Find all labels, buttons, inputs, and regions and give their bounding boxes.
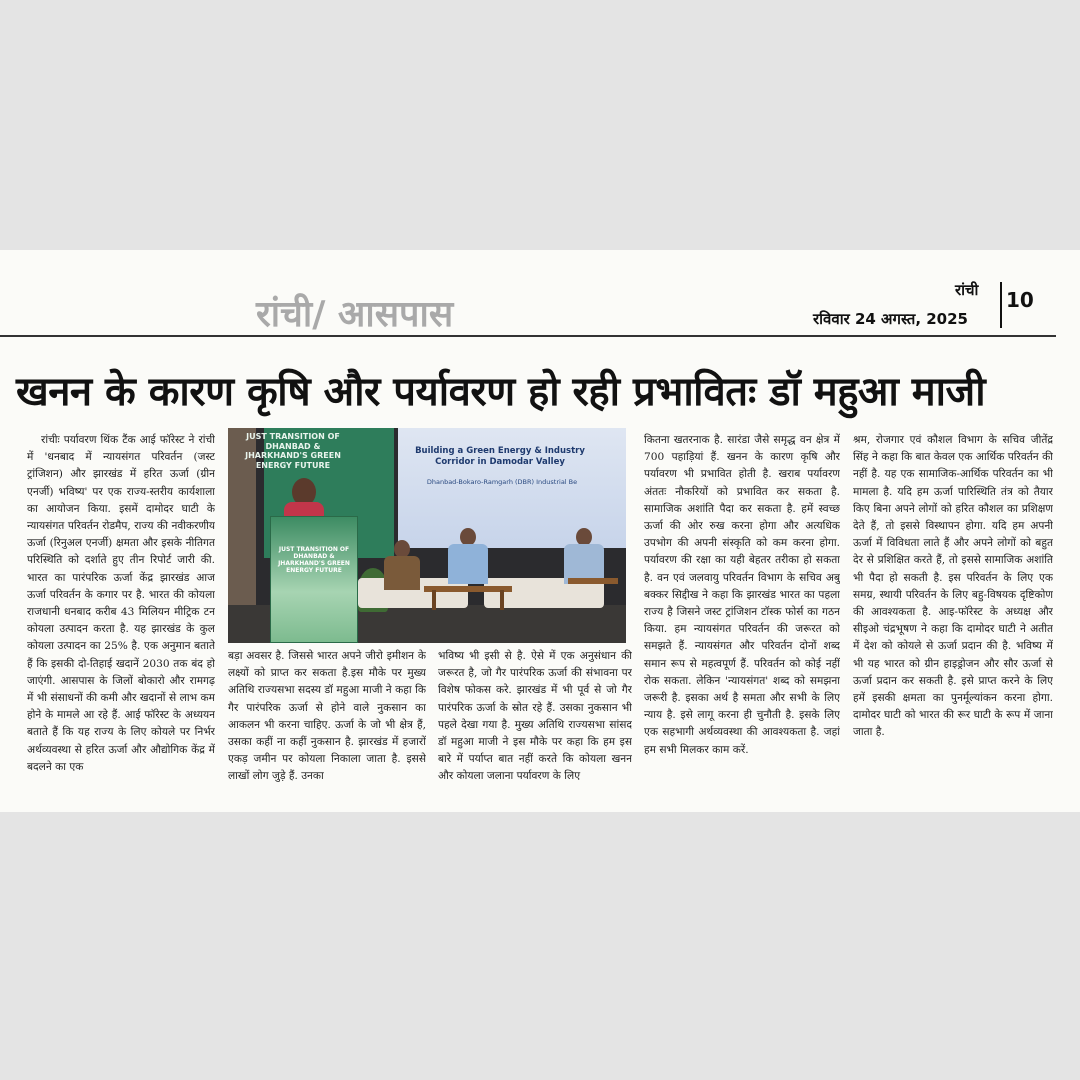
article-text-2: बड़ा अवसर है. जिससे भारत अपने जीरो इमीशन के लक्ष्यों को प्राप्त कर सकता है.इस मौके पर मुख्य अतिथि राज्यसभा सदस्य डॉ महुआ माजी ने कहा कि गैर पारंपरिक ऊर्जा से होने वाले नुकसान का आकलन भी करना चाहिए. ऊर्जा के जो भी क्षेत्र हैं, उसका कहीं ना कहीं नुकसान है. झारखंड में हजारों एकड़ जमीन पर कोयला निकाला जाता है. इससे लाखों लोग जुड़े हैं. उनका	[228, 650, 426, 783]
article-column-3	[438, 648, 632, 804]
header-rule	[0, 335, 1056, 337]
photo-table-leg	[500, 590, 504, 610]
article-column-4	[644, 432, 840, 804]
article-text-5: श्रम, रोजगार एवं कौशल विभाग के सचिव जीतेंद्र सिंह ने कहा कि बात केवल एक आर्थिक परिवर्तन की नहीं है. यह एक सामाजिक-आर्थिक परिवर्तन का भी मामला है. यदि हम ऊर्जा पारिस्थिति तंत्र को तैयार किए बिना अपने लोगों को हरित कौशल का प्रशिक्षण देते हैं, तो इससे विस्थापन होगा. यदि हम अपनी ऊर्जा में विविधता लाते हैं और अपने लोगों को बहुत देर से प्रशिक्षित करते हैं, तो इससे सामाजिक अशांति भी पैदा हो सकती है. इस परिवर्तन के लिए एक समग्र, स्थायी परिवर्तन के लिए बहु-विषयक दृष्टिकोण की आवश्यकता है. आइ-फॉरेस्ट के अध्यक्ष और सीइओ चंद्रभूषण ने कहा कि दामोदर घाटी ने अतीत में देश को कोयले से ऊर्जा प्रदान की है. भविष्य में भी यह भारत को ग्रीन हाइड्रोजन और सौर ऊर्जा से ऊर्जा प्रदान कर सकती है. इसे प्राप्त करने के लिए हमें इसकी क्षमता का पुनर्मूल्यांकन करना होगा. दामोदर घाटी को भारत की रूर घाटी के रूप में जाना जाता है.	[853, 434, 1053, 739]
photo-podium-text: JUST TRANSITION OF DHANBAD & JHARKHAND'S GREEN ENERGY FUTURE	[278, 546, 350, 574]
photo-panelist-2	[448, 544, 488, 584]
headline: खनन के कारण कृषि और पर्यावरण हो रही प्रभावितः डॉ महुआ माजी	[16, 369, 986, 415]
photo-screen-subtitle: Dhanbad-Bokaro-Ramgarh (DBR) Industrial Be	[426, 478, 578, 486]
photo-banner-text: JUST TRANSITION OF DHANBAD & JHARKHAND'S GREEN ENERGY FUTURE	[245, 432, 341, 470]
page-number: 10	[1006, 288, 1034, 312]
edition-date: रविवार 24 अगस्त, 2025	[813, 310, 968, 328]
article-column-1	[27, 432, 215, 804]
article-text-4: कितना खतरनाक है. सारंडा जैसे समृद्ध वन क्षेत्र में 700 पहाड़ियां हैं. खनन के कारण कृषि और पर्यावरण भी प्रभावित होती है. खराब पर्यावरण अंततः नौकरियों को प्रभावित कर सकता है. सामाजिक अशांति पैदा कर सकता है. हमें स्वच्छ ऊर्जा की ओर रुख करना होगा और अत्यधिक उपभोग की अपनी संस्कृति को कम करना होगा. पर्यावरण की रक्षा का यही बेहतर तरीका हो सकता है. वन एवं जलवायु परिवर्तन विभाग के सचिव अबु बक्कर सिद्दीख ने कहा कि झारखंड भारत का पहला राज्य है जिसने जस्ट ट्रांजिशन टॉस्क फोर्स का गठन किया. हम न्यायसंगत परिवर्तन की जरूरत को समझते हैं. न्यायसंगत और परिवर्तन दोनों शब्द समान रूप से महत्वपूर्ण हैं. परिवर्तन को कोई नहीं रोक सकता. लेकिन 'न्यायसंगत' शब्द को समझना जरूरी है. इसका अर्थ है समता और सभी के लिए न्याय है. इसे लागू करना ही चुनौती है. इसके लिए एक सहभागी अर्थव्यवस्था की आवश्यकता है. जहां हम सभी मिलकर काम करें.	[644, 434, 840, 756]
article-column-5	[853, 432, 1053, 804]
photo-table-2	[568, 578, 618, 584]
edition-city: रांची	[955, 281, 979, 299]
article-text-1: रांचीः पर्यावरण थिंक टैंक आई फॉरेस्ट ने रांची में 'धनबाद में न्यायसंगत परिवर्तन (जस्ट ट्रांजिशन) और झारखंड में हरित ऊर्जा (ग्रीन एनर्जी) भविष्य' पर एक राज्य-स्तरीय कार्यशाला का आयोजन किया. इसमें दामोदर घाटी के न्यायसंगत परिवर्तन रोडमैप, राज्य की नवीकरणीय ऊर्जा (रिनुअल एनर्जी) क्षमता और इसके नीतिगत परिस्थिति को दर्शाते हुए तीन रिपोर्ट जारी की. भारत का पारंपरिक ऊर्जा केंद्र झारखंड आज ऊर्जा परिवर्तन के कगार पर है. भारत की कोयला राजधानी धनबाद करीब 43 मिलियन मीट्रिक टन कोयला उत्पादन करता है. यह झारखंड के कुल कोयला उत्पादन का 25% है. एक अनुमान बताते हैं कि इसकी दो-तिहाई खदानें 2030 तक बंद हो जाएंगी. आसपास के जिलों बोकारो और रामगढ़ में भी संसाधनों की कमी और खदानों से लाभ कम होने के मामले आ रहे हैं. आई फॉरेस्ट के अध्ययन बताते हैं कि यह राज्य के लिए कोयले पर निर्भर अर्थव्यवस्था से हरित ऊर्जा और औद्योगिक केंद्र में बदलने का एक	[27, 434, 215, 773]
article-text-3: भविष्य भी इसी से है. ऐसे में एक अनुसंधान की जरूरत है, जो गैर पारंपरिक ऊर्जा की संभावना पर विशेष फोकस करे. झारखंड में भी पूर्व से जो गैर पारंपरिक ऊर्जा के स्रोत रहे हैं. उसका नुकसान भी पहले देखा गया है. मुख्य अतिथि राज्यसभा सांसद डॉ महुआ माजी ने इस मौके पर कहा कि हम इस बारे में पर्याप्त बात नहीं करते कि कोयला खनन और कोयला जलाना पर्यावरण के लिए	[438, 650, 632, 783]
section-label: रांची/ आसपास	[256, 294, 454, 335]
photo-panelist-1	[384, 556, 420, 590]
article-column-2	[228, 648, 426, 804]
photo-table-leg	[432, 590, 436, 610]
photo-table-1	[424, 586, 512, 592]
event-photo	[228, 428, 626, 643]
photo-screen-title: Building a Green Energy & Industry Corridor in Damodar Valley	[415, 446, 585, 467]
header-divider	[1000, 282, 1002, 328]
photo-podium	[270, 516, 358, 643]
